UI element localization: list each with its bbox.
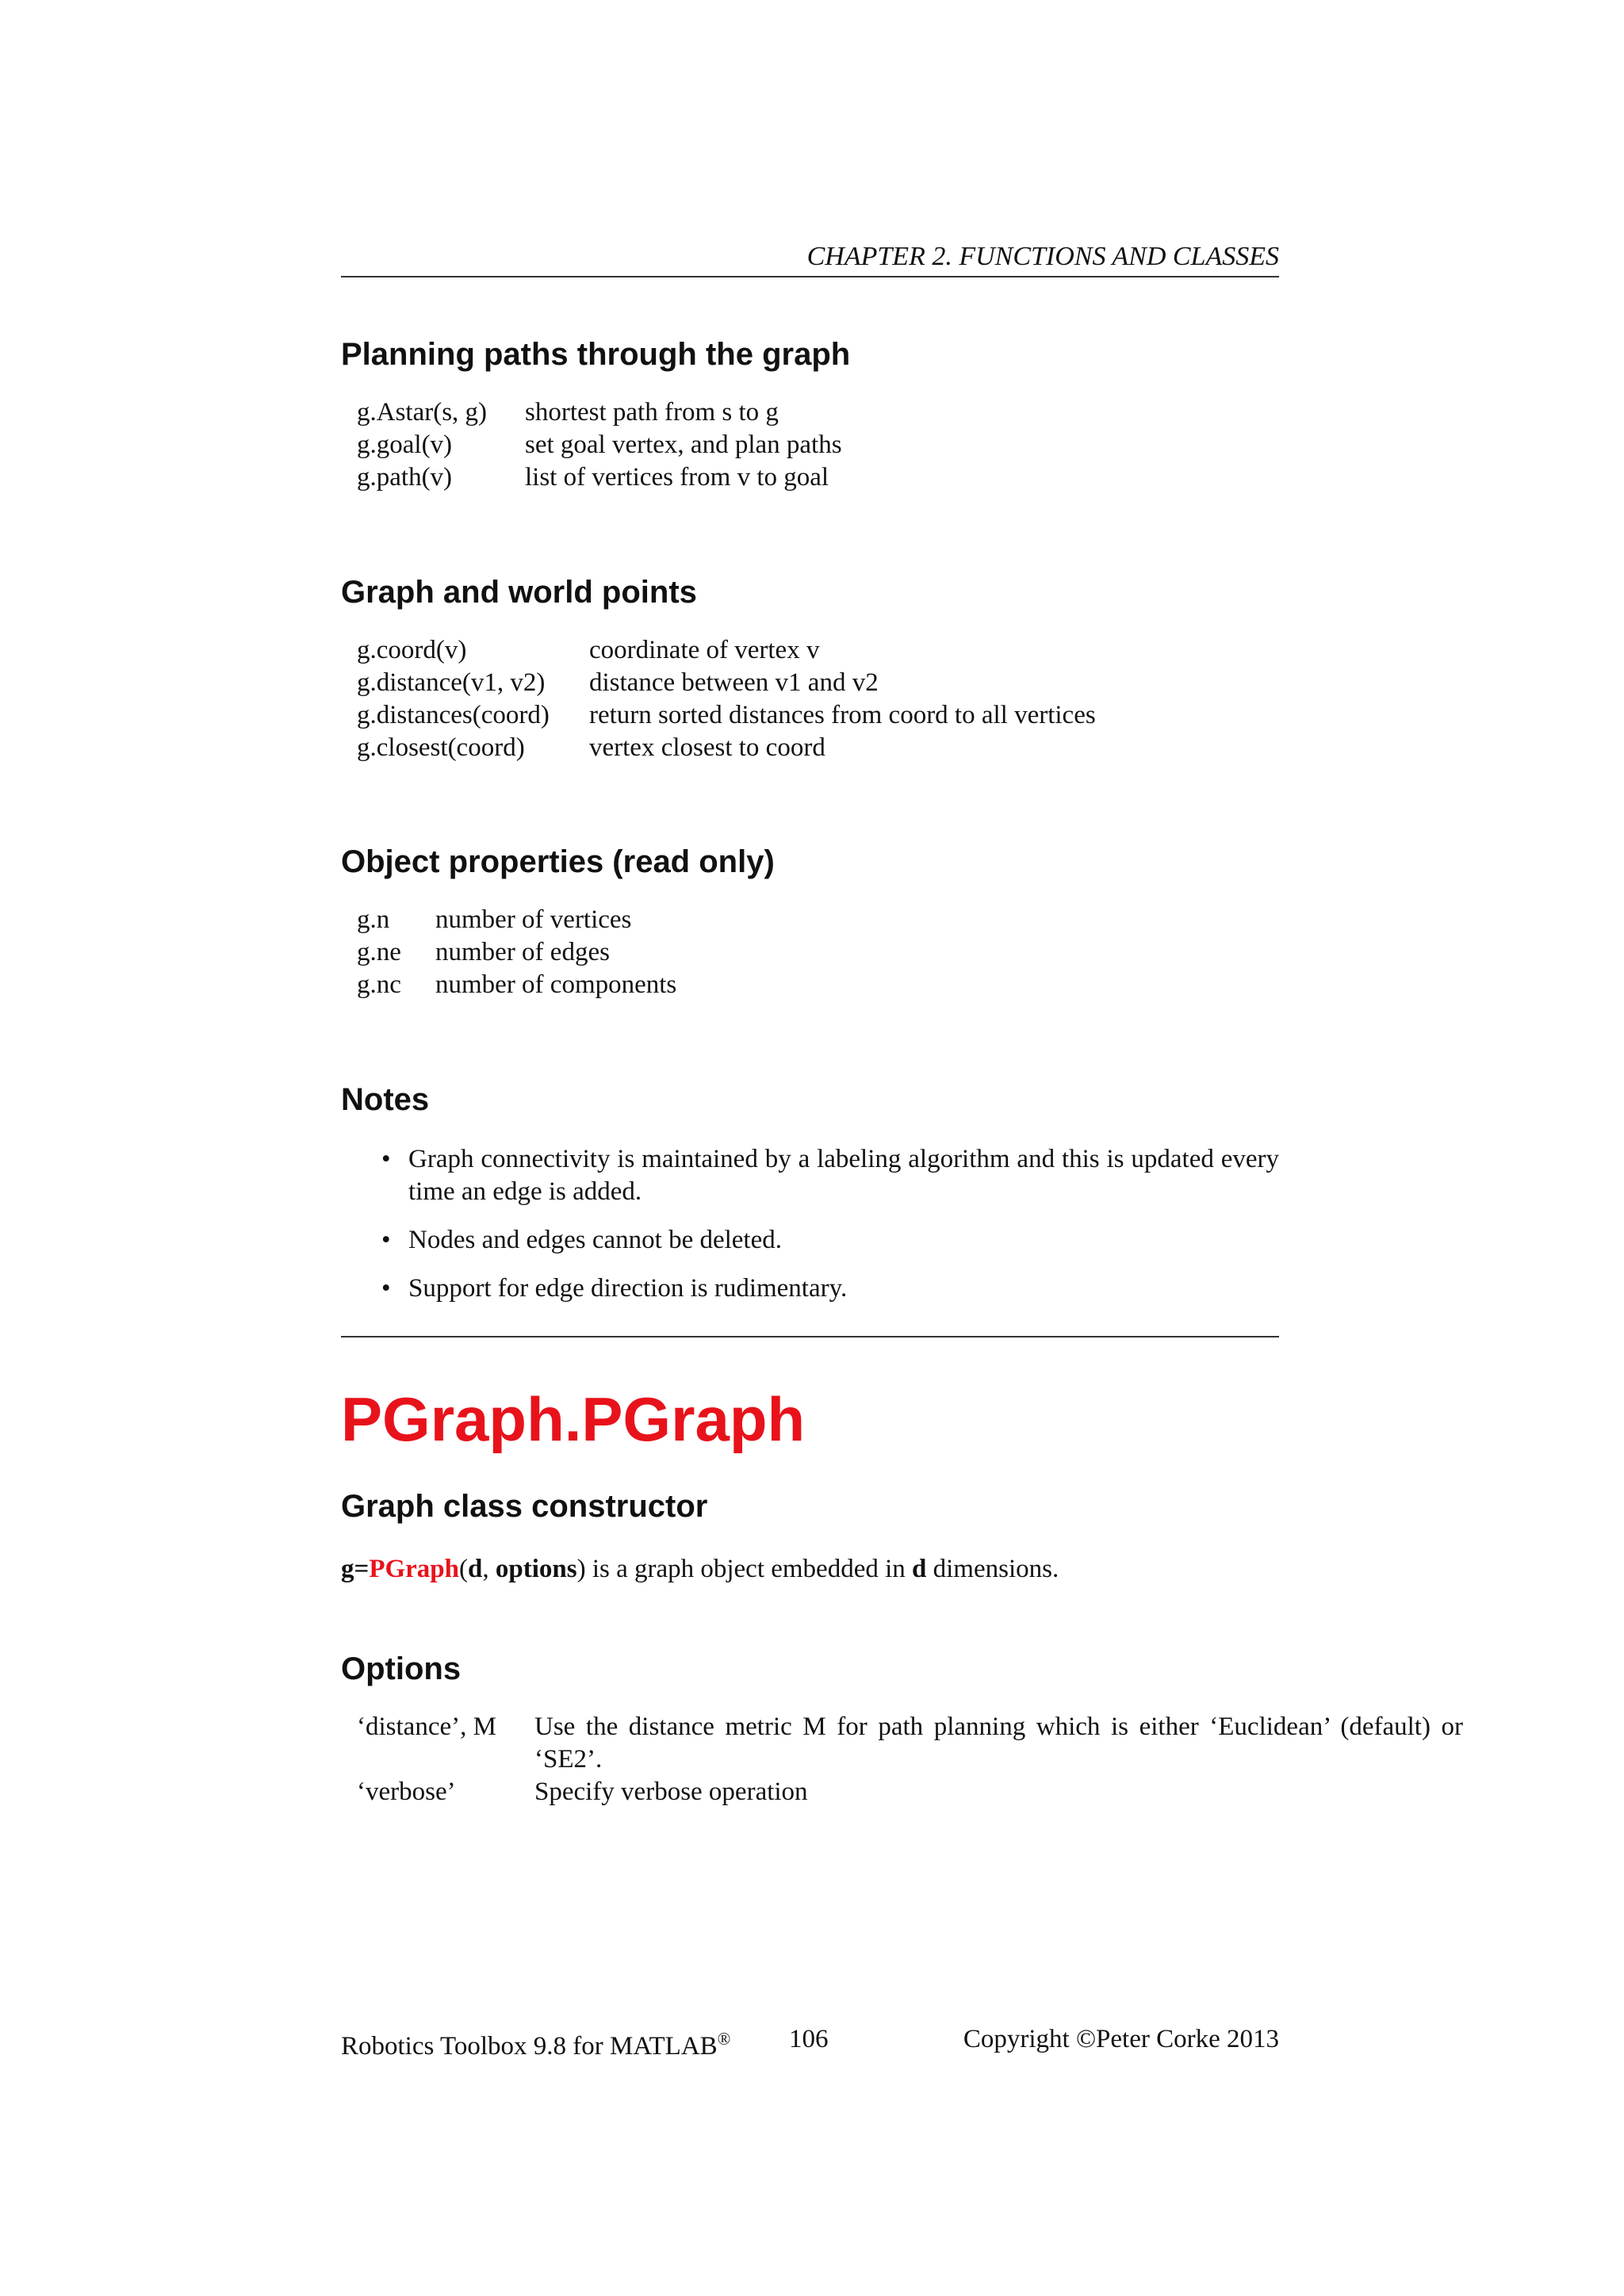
table-row bbox=[357, 969, 676, 1001]
constructor-end: dimensions. bbox=[926, 1555, 1059, 1583]
list-item bbox=[381, 1224, 1279, 1257]
method-name: g.distance(v1, v2) bbox=[357, 668, 546, 697]
method-name: g.distances(coord) bbox=[357, 701, 550, 729]
method-desc: vertex closest to coord bbox=[589, 733, 825, 762]
property-name: g.nc bbox=[357, 970, 401, 999]
table-row bbox=[357, 1711, 1463, 1776]
section-heading: Options bbox=[341, 1651, 462, 1686]
method-table bbox=[357, 396, 842, 494]
method-name: g.closest(coord) bbox=[357, 733, 525, 762]
table-row bbox=[357, 732, 1096, 764]
section-planning bbox=[341, 337, 850, 494]
bullet-icon: • bbox=[381, 1145, 391, 1173]
note-text: Graph connectivity is maintained by a labeling algorithm and this is updated every time an edge is added. bbox=[408, 1145, 1279, 1206]
method-desc: set goal vertex, and plan paths bbox=[525, 430, 842, 459]
method-name: g.Astar(s, g) bbox=[357, 398, 488, 427]
property-name: g.n bbox=[357, 905, 390, 934]
arg-d: d bbox=[468, 1555, 483, 1583]
property-desc: number of vertices bbox=[435, 905, 632, 934]
running-head: CHAPTER 2. FUNCTIONS AND CLASSES bbox=[341, 238, 1279, 277]
paren-open: ( bbox=[459, 1555, 468, 1583]
arg-separator: , bbox=[482, 1555, 496, 1583]
section-properties bbox=[341, 844, 775, 1001]
table-row bbox=[357, 699, 1096, 732]
constructor-prefix: g= bbox=[341, 1555, 370, 1583]
options-table bbox=[357, 1711, 1463, 1808]
section-heading: Object properties (read only) bbox=[341, 844, 775, 879]
class-title: PGraph.PGraph bbox=[341, 1384, 806, 1454]
property-desc: number of components bbox=[435, 970, 677, 999]
property-table bbox=[357, 904, 676, 1001]
copyright-prefix: Copyright bbox=[963, 2025, 1076, 2053]
section-divider bbox=[341, 1336, 1279, 1337]
constructor-name: PGraph bbox=[369, 1555, 459, 1583]
table-row bbox=[357, 1776, 1463, 1808]
section-constructor bbox=[341, 1489, 1279, 1586]
constructor-description bbox=[341, 1553, 1279, 1586]
property-name: g.ne bbox=[357, 938, 401, 966]
bullet-icon: • bbox=[381, 1226, 391, 1254]
table-row bbox=[357, 936, 676, 969]
table-row bbox=[357, 904, 676, 936]
table-row bbox=[357, 461, 842, 494]
list-item bbox=[381, 1143, 1279, 1208]
notes-list bbox=[381, 1143, 1279, 1305]
table-row bbox=[357, 634, 1096, 667]
table-row bbox=[357, 667, 1096, 699]
table-row bbox=[357, 396, 842, 429]
section-heading: Graph class constructor bbox=[341, 1489, 708, 1524]
copyright-text: Peter Corke 2013 bbox=[1096, 2025, 1279, 2053]
section-heading: Notes bbox=[341, 1082, 430, 1117]
method-desc: shortest path from s to g bbox=[525, 398, 779, 427]
method-table bbox=[357, 634, 1096, 764]
footer-title: Robotics Toolbox 9.8 for MATLAB bbox=[341, 2032, 718, 2061]
list-item bbox=[381, 1272, 1279, 1305]
footer-left bbox=[341, 2022, 730, 2064]
option-key: ‘verbose’ bbox=[357, 1777, 456, 1806]
note-text: Support for edge direction is rudimentary. bbox=[408, 1274, 848, 1303]
method-desc: distance between v1 and v2 bbox=[589, 668, 879, 697]
dim-d: d bbox=[912, 1555, 927, 1583]
option-desc: Specify verbose operation bbox=[534, 1777, 808, 1806]
method-name: g.goal(v) bbox=[357, 430, 453, 459]
method-desc: list of vertices from v to goal bbox=[525, 463, 829, 492]
method-name: g.coord(v) bbox=[357, 636, 467, 664]
section-points bbox=[341, 575, 1096, 764]
section-heading: Graph and world points bbox=[341, 575, 697, 610]
footer-copyright bbox=[944, 2022, 1279, 2057]
bullet-icon: • bbox=[381, 1274, 391, 1303]
copyright-icon: © bbox=[1075, 2025, 1097, 2053]
note-text: Nodes and edges cannot be deleted. bbox=[408, 1226, 782, 1254]
section-notes bbox=[341, 1082, 1279, 1321]
method-name: g.path(v) bbox=[357, 463, 453, 492]
section-heading: Planning paths through the graph bbox=[341, 337, 851, 372]
registered-mark: ® bbox=[717, 2029, 731, 2049]
property-desc: number of edges bbox=[435, 938, 610, 966]
table-row bbox=[357, 429, 842, 461]
section-options bbox=[341, 1651, 1463, 1808]
constructor-text: ) is a graph object embedded in bbox=[576, 1555, 913, 1583]
option-key: ‘distance’, M bbox=[357, 1712, 496, 1741]
option-desc: Use the distance metric M for path planning which is either ‘Euclidean’ (default) or ‘SE2’. bbox=[534, 1712, 1463, 1774]
page-number: 106 bbox=[789, 2025, 829, 2053]
method-desc: coordinate of vertex v bbox=[589, 636, 820, 664]
arg-options: options bbox=[495, 1555, 577, 1583]
method-desc: return sorted distances from coord to all vertices bbox=[589, 701, 1096, 729]
